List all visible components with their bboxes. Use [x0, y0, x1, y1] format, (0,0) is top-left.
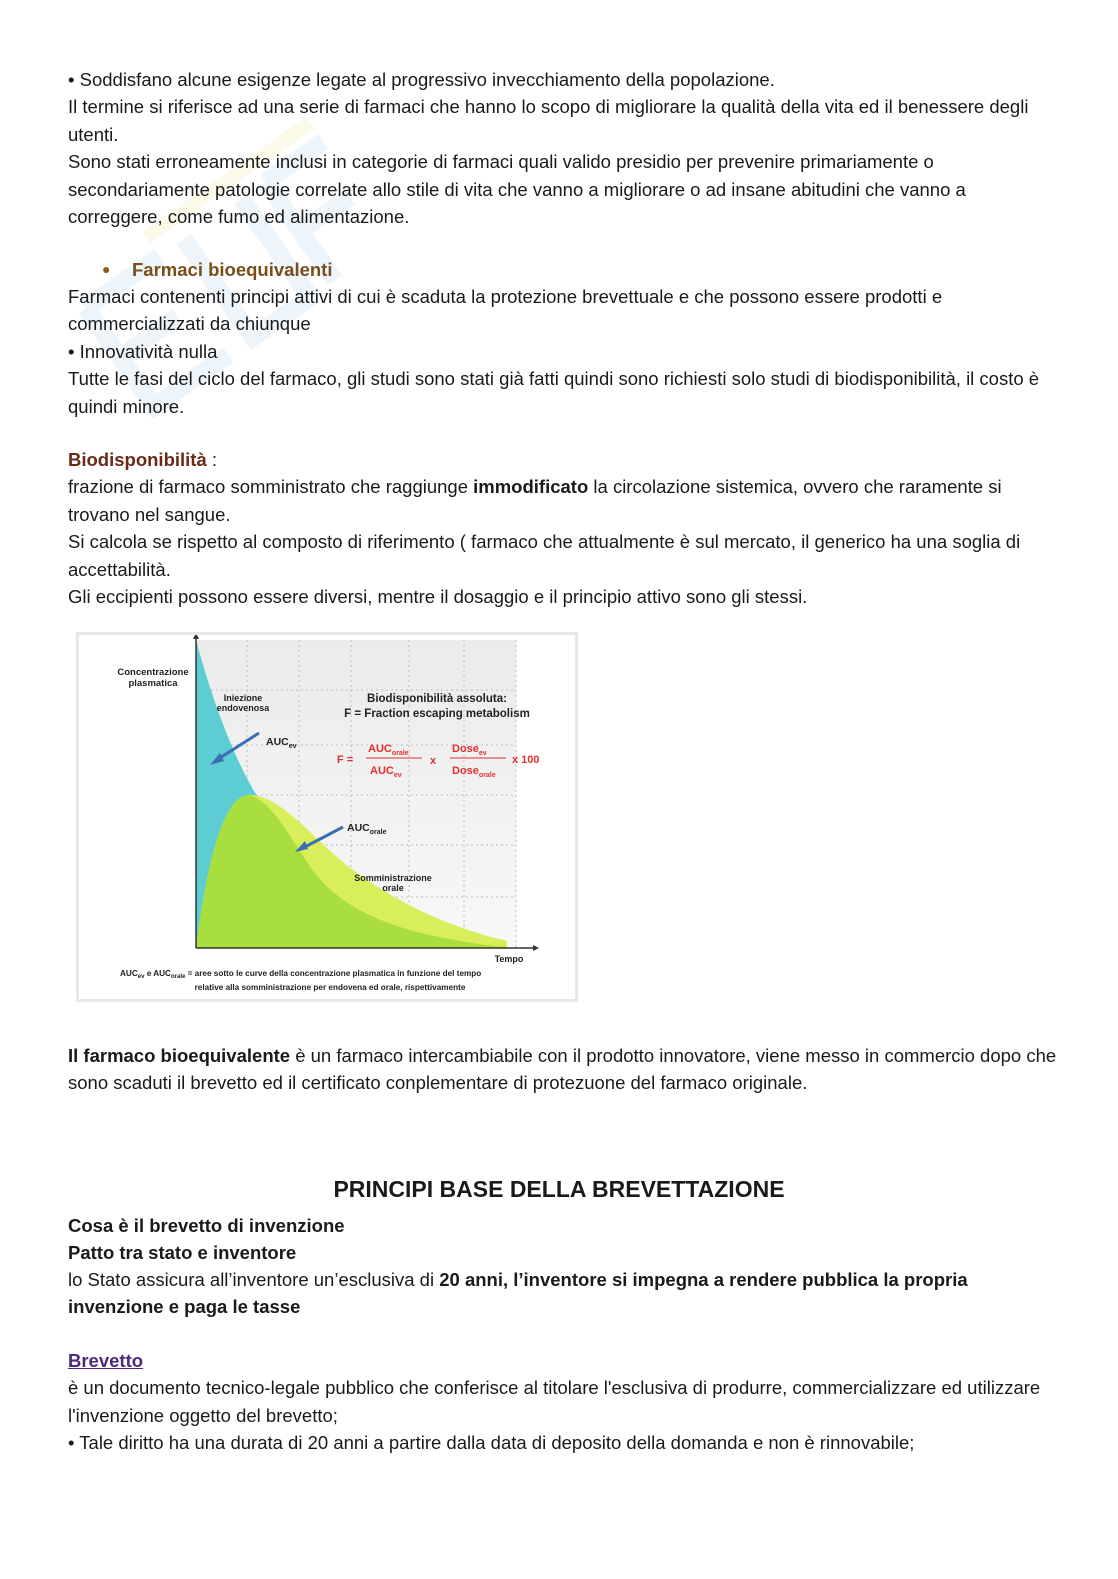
caption-line-1: $AUC_{ev}$ e $AUC_{orale}$ = aree sotto le curve della concentrazione plasmatica in funzione del tempo: [120, 969, 482, 980]
formula-x100: x 100: [512, 754, 540, 766]
equiv-text: è un farmaco intercambiabile con il prodotto innovatore, viene messo in commercio dopo che sono scaduti il brevetto ed il certificato conplementare di protezuone del farmaco originale.: [68, 1045, 1057, 1094]
bioeq-line-3: Tutte le fasi del ciclo del farmaco, gli studi sono stati già fatti quindi sono richiesti solo studi di biodisponibilità, il costo è quindi minore.: [68, 368, 1040, 417]
bullet-icon: ●: [102, 261, 111, 277]
bioavail-line-2: Si calcola se rispetto al composto di riferimento ( farmaco che attualmente è sul mercato, il generico ha una soglia di accettabilità.: [68, 531, 1021, 580]
bioavail-line-1b: immodificato: [473, 476, 589, 498]
bioavailability-colon: :: [206, 449, 218, 470]
paragraph-pact: [68, 1266, 1058, 1321]
auc-ev-label: $AUC_{ev}$: [266, 736, 297, 750]
patent-question: Cosa è il brevetto di invenzione: [68, 1215, 345, 1236]
caption-line-2: relative alla somministrazione per endovena ed orale, rispettivamente: [194, 983, 466, 992]
intro-line-3: Sono stati erroneamente inclusi in categorie di farmaci quali valido presidio per prevenire primariamente o secondariamente patologie correlate allo stile di vita che vanno a migliorare o ad insane abitudini che vanno a correggere, come fumo ed alimentazione.: [68, 151, 966, 228]
bioavail-line-1c: la circolazione sistemica, ovvero che raramente si trovano nel sangue.: [68, 476, 1002, 525]
formula-den-2: Dose$_{orale}$: [452, 765, 496, 779]
bioavail-line-1a: frazione di farmaco somministrato che raggiunge: [68, 476, 474, 498]
patent-link[interactable]: Brevetto: [68, 1350, 144, 1371]
bioavail-line-3: Gli eccipienti possono essere diversi, mentre il dosaggio e il principio attivo sono gli stessi.: [68, 586, 808, 608]
paragraph-bioequivalent: [68, 283, 1058, 420]
bioequivalent-title: Farmaci bioequivalenti: [132, 259, 333, 280]
bioeq-line-2: • Innovatività nulla: [68, 340, 218, 362]
intro-line-2: Il termine si riferisce ad una serie di farmaci che hanno lo scopo di migliorare la qualità della vita ed il benessere degli utenti.: [68, 96, 1029, 145]
paragraph-bioequivalent-definition: [68, 1042, 1058, 1097]
paragraph-bioavailability: [68, 446, 1058, 610]
y-axis-label-1: Concentrazione: [117, 667, 189, 678]
auc-diagram: [79, 635, 575, 999]
iv-label-1: Iniezione: [223, 693, 263, 703]
bioeq-line-1: Farmaci contenenti principi attivi di cui è scaduta la protezione brevettuale e che possono essere prodotti e commercializzati da chiunque: [68, 286, 943, 335]
formula-den-1: $AUC_{ev}$: [370, 765, 402, 779]
equiv-bold: Il farmaco bioequivalente: [68, 1045, 291, 1066]
section-title: PRINCIPI BASE DELLA BREVETTAZIONE: [333, 1176, 785, 1202]
x-axis-label: Tempo: [494, 954, 524, 964]
oral-label-1: Somministrazione: [354, 873, 432, 883]
formula-times: x: [430, 755, 437, 767]
formula-title-1: Biodisponibilità assoluta:: [367, 693, 507, 705]
formula-f-eq: F =: [337, 754, 354, 766]
paragraph-intro: [68, 66, 1058, 230]
paragraph-patent: [68, 1347, 1058, 1457]
formula-num-2: Dose$_{ev}$: [452, 743, 487, 757]
y-axis-label-2: plasmatica: [128, 678, 178, 689]
bioavailability-title: Biodisponibilità: [68, 449, 207, 470]
patent-pact: Patto tra stato e inventore: [68, 1242, 297, 1263]
iv-label-2: endovenosa: [216, 703, 270, 713]
oral-label-2: orale: [382, 883, 404, 893]
auc-orale-label: $AUC_{orale}$: [347, 822, 387, 836]
pact-text-a: lo Stato assicura all’inventore un’esclusiva di: [68, 1269, 440, 1290]
intro-line-1: • Soddisfano alcune esigenze legate al progressivo invecchiamento della popolazione.: [68, 69, 775, 90]
patent-line-2: • Tale diritto ha una durata di 20 anni a partire dalla data di deposito della domanda e non è rinnovabile;: [68, 1432, 915, 1454]
formula-num-1: $AUC_{orale}$: [368, 743, 409, 757]
patent-line-1: è un documento tecnico-legale pubblico che conferisce al titolare l'esclusiva di produrre, commercializzare ed utilizzare l'invenzione oggetto del brevetto;: [68, 1377, 1041, 1426]
x-axis-arrow-icon: [533, 945, 539, 951]
bioavailability-figure: [76, 632, 578, 1002]
formula-title-2: F = Fraction escaping metabolism: [344, 708, 530, 720]
y-axis-arrow-icon: [193, 635, 199, 639]
pact-text-b: 20 anni, l’inventore si impegna a rendere pubblica la propria invenzione e paga le tasse: [68, 1269, 968, 1318]
bioequivalent-heading: [68, 256, 1058, 283]
